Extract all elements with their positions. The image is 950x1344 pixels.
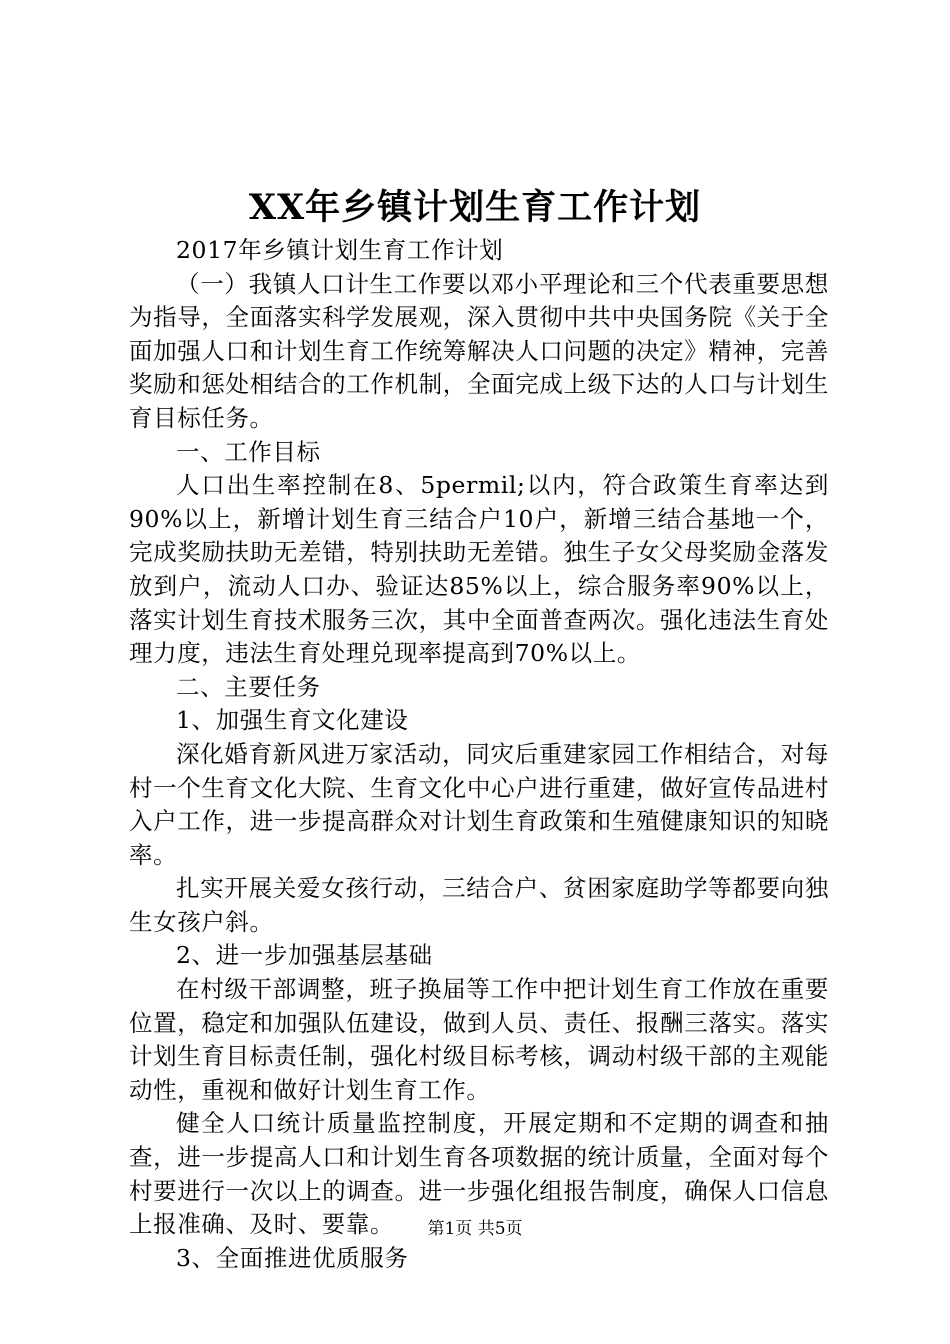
subheading-grassroots: 2、进一步加强基层基础 bbox=[176, 941, 433, 970]
paragraph-grassroots: 在村级干部调整，班子换届等工作中把计划生育工作放在重要位置，稳定和加强队伍建设，做到人员、责任、报酬三落实。落实计划生育目标责任制，强化村级目标考核，调动村级干部的主观能动性，重视和做好计划生育工作。 bbox=[129, 975, 829, 1104]
paragraph-statistics: 健全人口统计质量监控制度，开展定期和不定期的调查和抽查，进一步提高人口和计划生育各项数据的统计质量，全面对每个村要进行一次以上的调查。进一步强化组报告制度，确保人口信息上报准确、及时、要靠。 bbox=[129, 1109, 829, 1239]
document-title: XX年乡镇计划生育工作计划 bbox=[248, 187, 702, 228]
paragraph-goals: 人口出生率控制在8、5permil;以内，符合政策生育率达到90%以上，新增计划生育三结合户10户，新增三结合基地一个，完成奖励扶助无差错，特别扶助无差错。独生子女父母奖励金落发放到户，流动人口办、验证达85%以上，综合服务率90%以上，落实计划生育技术服务三次，其中全面普查两次。强化违法生育处理力度，违法生育处理兑现率提高到70%以上。 bbox=[129, 471, 829, 668]
page-footer: 第1页 共5页 bbox=[427, 1219, 523, 1239]
heading-work-goals: 一、工作目标 bbox=[176, 437, 321, 466]
paragraph-culture: 深化婚育新风进万家活动，同灾后重建家园工作相结合，对每村一个生育文化大院、生育文化中心户进行重建，做好宣传品进村入户工作，进一步提高群众对计划生育政策和生殖健康知识的知晓率。 bbox=[129, 739, 829, 869]
subheading-culture: 1、加强生育文化建设 bbox=[176, 706, 409, 735]
document-body bbox=[129, 234, 829, 1275]
subheading-quality-service: 3、全面推进优质服务 bbox=[176, 1243, 409, 1272]
heading-main-tasks: 二、主要任务 bbox=[176, 672, 321, 701]
paragraph-girls-care: 扎实开展关爱女孩行动，三结合户、贫困家庭助学等都要向独生女孩户斜。 bbox=[129, 874, 829, 936]
paragraph-intro: （一）我镇人口计生工作要以邓小平理论和三个代表重要思想为指导，全面落实科学发展观，深入贯彻中共中央国务院《关于全面加强人口和计划生育工作统筹解决人口问题的决定》精神，完善奖励和惩处相结合的工作机制，全面完成上级下达的人口与计划生育目标任务。 bbox=[129, 269, 829, 432]
paragraph-subtitle: 2017年乡镇计划生育工作计划 bbox=[176, 236, 504, 264]
